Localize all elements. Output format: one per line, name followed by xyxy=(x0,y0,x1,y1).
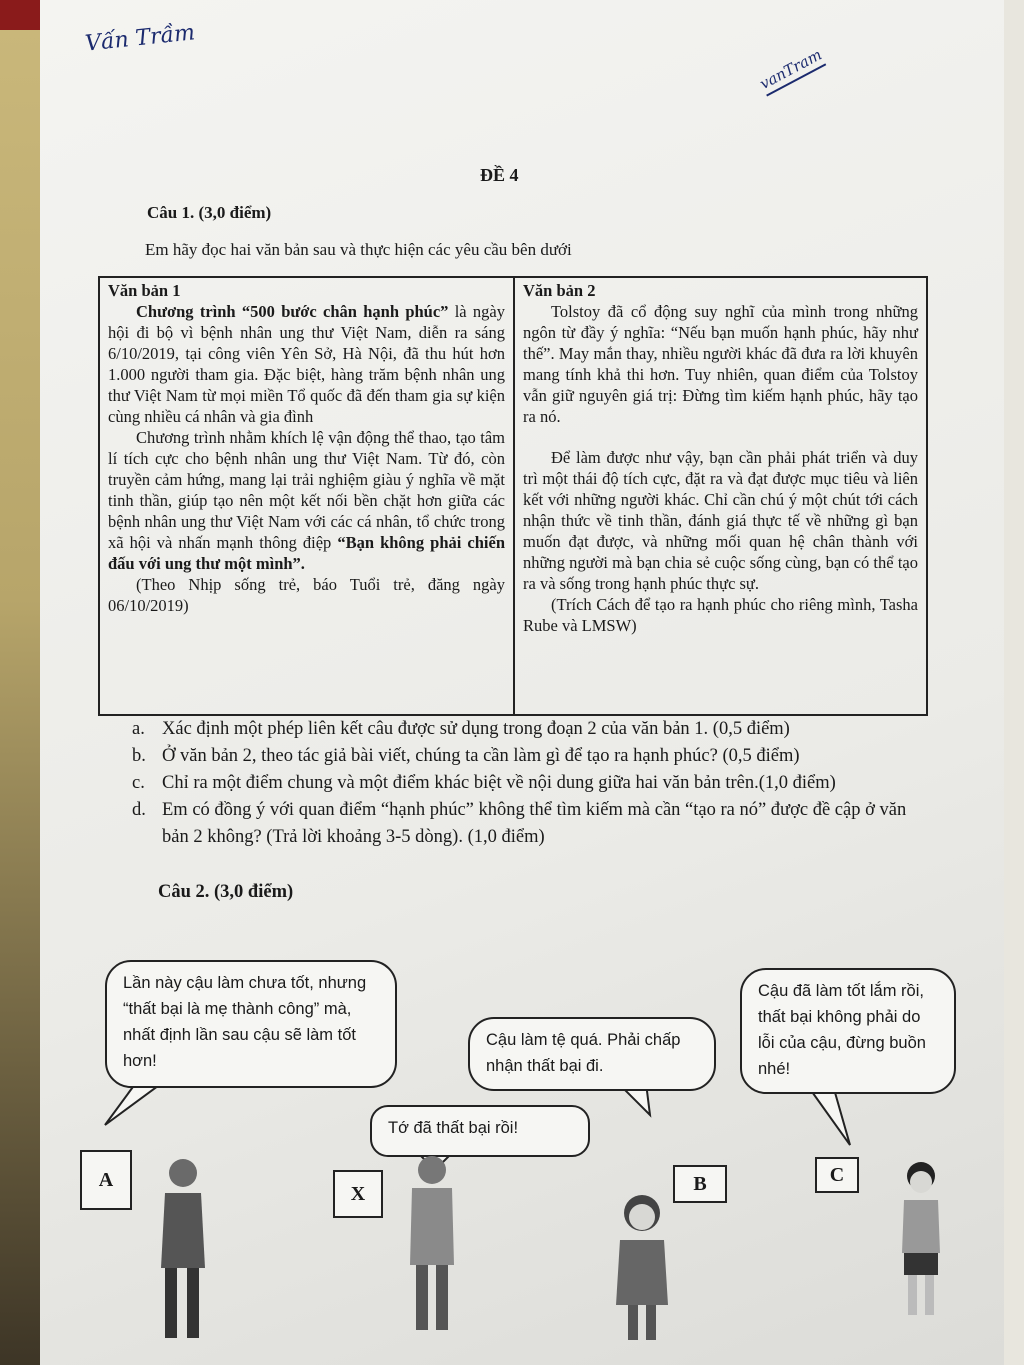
task-text: Xác định một phép liên kết câu được sử dụng trong đoạn 2 của văn bản 1. (0,5 điểm) xyxy=(162,719,790,739)
handwritten-stamp: vanTram xyxy=(757,45,827,96)
text1-paragraph1 xyxy=(108,301,505,427)
text2-paragraph1: Tolstoy đã cổ động suy nghĩ của mình trong những ngôn từ đầy ý nghĩa: “Nếu bạn muốn hạnh phúc, hãy như thế”. May mắn thay, nhiều người khác đã đưa ra lời khuyên mang tính khả thi hơn. Tuy nhiên, quan điểm của Tolstoy vẫn giữ nguyên giá trị: Đừng tìm kiếm hạnh phúc, hãy tạo ra nó. xyxy=(523,302,918,426)
speech-bubble-c: Cậu đã làm tốt lắm rồi, thất bại không phải do lỗi của cậu, đừng buồn nhé! xyxy=(740,968,956,1094)
task-item xyxy=(132,797,932,851)
exam-paper xyxy=(40,0,1004,1365)
text2-source: (Trích Cách để tạo ra hạnh phúc cho riêng mình, Tasha Rube và LMSW) xyxy=(523,595,918,635)
task-label: c. xyxy=(132,773,145,793)
task-label: a. xyxy=(132,719,145,739)
task-label: b. xyxy=(132,746,146,766)
speech-bubble-a: Lần này cậu làm chưa tốt, nhưng “thất bại là mẹ thành công” mà, nhất định lần sau cậu sẽ làm tốt hơn! xyxy=(105,960,397,1088)
text1-paragraph2 xyxy=(108,427,505,574)
label-x: X xyxy=(333,1170,383,1218)
handwritten-signature: Vấn Trầm xyxy=(83,20,197,57)
task-item xyxy=(132,743,932,770)
task-text: Ở văn bản 2, theo tác giả bài viết, chúng ta cần làm gì để tạo ra hạnh phúc? (0,5 điểm) xyxy=(162,746,800,766)
text1-lead: Chương trình “500 bước chân hạnh phúc” xyxy=(136,302,449,321)
exam-title: ĐỀ 4 xyxy=(480,165,519,185)
text1-p2: Chương trình nhằm khích lệ vận động thể thao, tạo tâm lí tích cực cho bệnh nhân ung thư Việt Nam. Từ đó, còn truyền cảm hứng, mang lại trải nghiệm giàu ý nghĩa về mặt tinh thần, giúp tạo nên một kết nối bền chặt hơn giữa các bệnh nhân ung thư Việt Nam với các cá nhân, tổ chức trong xã hội và nhấn mạnh thông điệp xyxy=(108,428,505,552)
task-label: d. xyxy=(132,800,146,820)
label-c: C xyxy=(815,1157,859,1193)
text1-p2-bold: “Bạn không phải chiến đấu với ung thư một mình”. xyxy=(108,533,505,573)
text1-source: (Theo Nhịp sống trẻ, báo Tuổi trẻ, đăng ngày 06/10/2019) xyxy=(108,575,505,615)
task-item xyxy=(132,716,932,743)
character-b-figure xyxy=(602,1185,682,1345)
text2-label: Văn bản 2 xyxy=(523,281,596,300)
task-item xyxy=(132,770,932,797)
question1-tasks xyxy=(132,716,932,851)
label-a: A xyxy=(80,1150,132,1210)
reading-texts-table xyxy=(98,276,928,716)
question1-heading: Câu 1. (3,0 điểm) xyxy=(147,203,272,222)
text1-column xyxy=(100,278,513,714)
speech-bubble-b: Cậu làm tệ quá. Phải chấp nhận thất bại đi. xyxy=(468,1017,716,1091)
task-text: Em có đồng ý với quan điểm “hạnh phúc” không thể tìm kiếm mà cần “tạo ra nó” được đề cập ở văn bản 2 không? (Trả lời khoảng 3-5 dòng). (1,0 điểm) xyxy=(162,800,907,847)
question1-instruction: Em hãy đọc hai văn bản sau và thực hiện các yêu cầu bên dưới xyxy=(145,240,572,259)
text2-paragraph2: Để làm được như vậy, bạn cần phải phát triển và duy trì một thái độ tích cực, đặt ra và đạt được mục tiêu và liên kết với những người khác. Chỉ cần chú ý một chút tới cách nhận thức về tinh thần, đánh giá thực tế về những gì bạn muốn đạt được, và những mối quan hệ chân thành với những người mà bạn chia sẻ cuộc sống cùng, bạn có thể tạo ra và sống trong hạnh phúc thực sự. xyxy=(523,448,918,593)
text2-column xyxy=(513,278,926,714)
text1-label: Văn bản 1 xyxy=(108,281,181,300)
character-x-figure xyxy=(392,1150,472,1340)
task-text: Chỉ ra một điểm chung và một điểm khác biệt về nội dung giữa hai văn bản trên.(1,0 điểm) xyxy=(162,773,836,793)
label-b: B xyxy=(673,1165,727,1203)
character-c-figure xyxy=(886,1158,956,1338)
text1-p1-rest: là ngày hội đi bộ vì bệnh nhân ung thư Việt Nam, diễn ra sáng 6/10/2019, tại công viên Yên Sở, Hà Nội, đã thu hút hơn 1.000 người tham gia. Đặc biệt, hàng trăm bệnh nhân ung thư Việt Nam từ mọi miền Tổ quốc đã đến tham gia sự kiện cùng nhiều cá nhân và gia đình xyxy=(108,302,505,426)
character-a-figure xyxy=(145,1148,225,1348)
speech-bubble-x: Tớ đã thất bại rồi! xyxy=(370,1105,590,1157)
question2-heading: Câu 2. (3,0 điểm) xyxy=(158,882,294,902)
